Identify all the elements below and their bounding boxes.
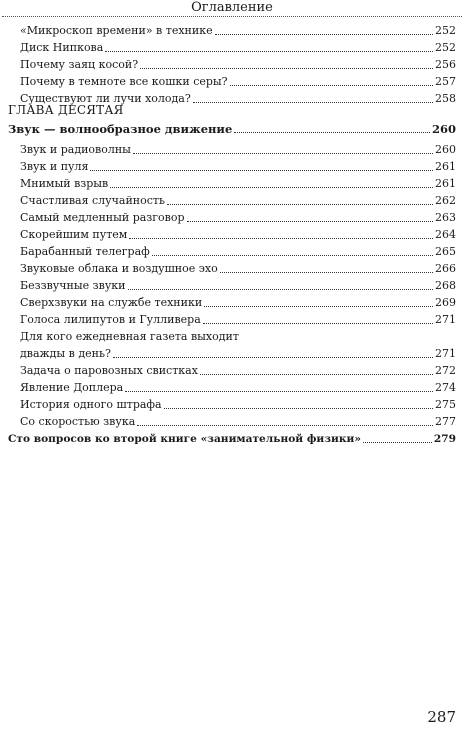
toc-entry[interactable] [20, 364, 456, 378]
toc-entry-title: Скорейшим путем [20, 228, 128, 241]
leader-dots [129, 238, 433, 239]
toc-entry-page: 265 [435, 245, 456, 258]
toc-entry-page: 266 [435, 262, 456, 275]
toc-entry-page: 264 [435, 228, 456, 241]
leader-dots [140, 68, 433, 69]
toc-entry-page: 274 [435, 381, 456, 394]
toc-entry-page: 262 [435, 194, 456, 207]
toc-entry-page: 261 [435, 160, 456, 173]
leader-dots [187, 221, 433, 222]
leader-dots [234, 132, 430, 133]
toc-entry-title: Почему в темноте все кошки серы? [20, 75, 228, 88]
toc-entry-page: 252 [435, 41, 456, 54]
chapter-title-entry[interactable] [8, 122, 456, 136]
leader-dots [363, 442, 432, 443]
leader-dots [105, 51, 433, 52]
toc-entry[interactable] [20, 279, 456, 293]
toc-entry-title: Звуковые облака и воздушное эхо [20, 262, 218, 275]
leader-dots [152, 255, 433, 256]
toc-entry-title: Звук и радиоволны [20, 143, 131, 156]
toc-entry-title: Для кого ежедневная газета выходит [20, 330, 239, 343]
toc-entry-title: дважды в день? [20, 347, 111, 360]
toc-entry-title: Почему заяц косой? [20, 58, 139, 71]
toc-entry-title: «Микроскоп времени» в технике [20, 24, 213, 37]
leader-dots [90, 170, 433, 171]
toc-entry-page: 275 [435, 398, 456, 411]
toc-entry-page: 257 [435, 75, 456, 88]
leader-dots [200, 374, 433, 375]
toc-entry-page: 279 [433, 433, 456, 445]
toc-entry-page: 269 [435, 296, 456, 309]
toc-entry-title: История одного штрафа [20, 398, 162, 411]
leader-dots [204, 306, 433, 307]
toc-entry-title: Звук — волнообразное движение [8, 122, 233, 136]
toc-entry-page: 261 [435, 177, 456, 190]
toc-entry-title: Счастливая случайность [20, 194, 165, 207]
toc-entry[interactable] [20, 24, 456, 38]
toc-entry[interactable] [20, 398, 456, 412]
toc-entry-title: Голоса лилипутов и Гулливера [20, 313, 201, 326]
toc-entry[interactable] [20, 194, 456, 208]
toc-entry-title: Звук и пуля [20, 160, 89, 173]
toc-entry-page: 272 [435, 364, 456, 377]
leader-dots [164, 408, 433, 409]
toc-entry[interactable] [20, 58, 456, 72]
toc-entry[interactable] [20, 143, 456, 157]
toc-entry[interactable] [20, 415, 456, 429]
toc-entry-title: Диск Нипкова [20, 41, 104, 54]
toc-entry-page: 258 [435, 92, 456, 105]
leader-dots [128, 289, 434, 290]
toc-entry-page: 268 [435, 279, 456, 292]
toc-entry[interactable] [20, 262, 456, 276]
toc-entry[interactable] [20, 177, 456, 191]
toc-entry-page: 271 [435, 347, 456, 360]
toc-entry-page: 260 [431, 122, 456, 136]
toc-entry-title: Сто вопросов ко второй книге «занимательной физики» [8, 433, 361, 445]
leader-dots [137, 425, 433, 426]
toc-entry-title: Самый медленный разговор [20, 211, 185, 224]
toc-entry-page: 256 [435, 58, 456, 71]
chapter-heading: ГЛАВА ДЕСЯТАЯ [8, 103, 124, 117]
leader-dots [230, 85, 433, 86]
leader-dots [220, 272, 433, 273]
running-head: Оглавление [191, 0, 273, 15]
toc-entry-page: 277 [435, 415, 456, 428]
toc-entry[interactable] [20, 347, 456, 361]
toc-entry-line1[interactable] [20, 330, 456, 344]
toc-entry-title: Мнимый взрыв [20, 177, 109, 190]
toc-entry[interactable] [20, 211, 456, 225]
leader-dots [215, 34, 433, 35]
toc-entry[interactable] [20, 75, 456, 89]
leader-dots [133, 153, 433, 154]
leader-dots [193, 102, 433, 103]
leader-dots [167, 204, 433, 205]
toc-entry-title: Сверхзвуки на службе техники [20, 296, 203, 309]
leader-dots [203, 323, 433, 324]
final-toc-entry[interactable] [8, 432, 456, 446]
leader-dots [110, 187, 433, 188]
toc-entry[interactable] [20, 313, 456, 327]
toc-entry[interactable] [20, 381, 456, 395]
leader-dots [113, 357, 433, 358]
toc-entry-title: Беззвучные звуки [20, 279, 126, 292]
toc-entry-page: 252 [435, 24, 456, 37]
toc-entry-title: Барабанный телеграф [20, 245, 150, 258]
leader-dots [125, 391, 433, 392]
toc-entry-page: 271 [435, 313, 456, 326]
page-number: 287 [427, 708, 456, 726]
toc-entry[interactable] [20, 245, 456, 259]
toc-entry[interactable] [20, 296, 456, 310]
toc-entry-title: Со скоростью звука [20, 415, 136, 428]
toc-entry[interactable] [20, 41, 456, 55]
toc-entry[interactable] [20, 228, 456, 242]
toc-entry-page: 260 [435, 143, 456, 156]
toc-entry-title: Задача о паровозных свистках [20, 364, 198, 377]
toc-entry-title: Явление Доплера [20, 381, 124, 394]
header-divider [2, 16, 462, 17]
toc-entry-page: 263 [435, 211, 456, 224]
toc-entry-title: Существуют ли лучи холода? [20, 92, 191, 105]
toc-entry[interactable] [20, 160, 456, 174]
